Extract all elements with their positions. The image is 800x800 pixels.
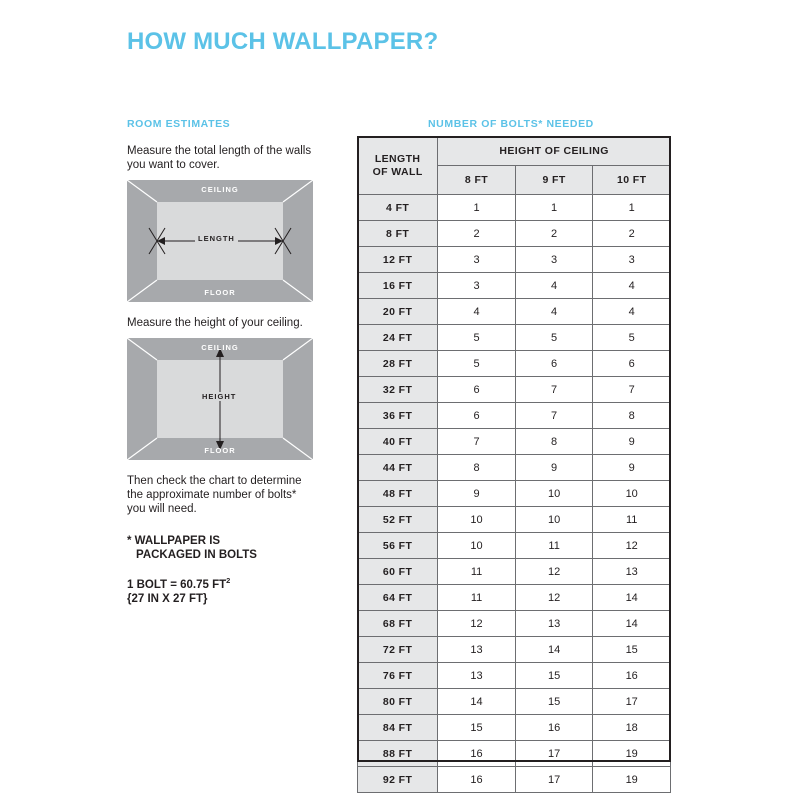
- table-row: [358, 559, 671, 585]
- bolt-size-note: [127, 574, 317, 606]
- header-10ft: 10 FT: [593, 166, 671, 195]
- cell-bolts: 15: [593, 637, 671, 663]
- cell-length: 80 FT: [358, 689, 438, 715]
- cell-length: 88 FT: [358, 741, 438, 767]
- cell-length: 56 FT: [358, 533, 438, 559]
- table-row: [358, 325, 671, 351]
- header-height-of-ceiling: HEIGHT OF CEILING: [438, 137, 671, 166]
- wallpaper-packaging-note: [127, 534, 317, 562]
- cell-bolts: 11: [438, 585, 516, 611]
- cell-bolts: 1: [438, 195, 516, 221]
- cell-bolts: 3: [438, 247, 516, 273]
- cell-bolts: 15: [438, 715, 516, 741]
- instruction-measure-height: Measure the height of your ceiling.: [127, 317, 303, 329]
- table-row: [358, 767, 671, 793]
- cell-bolts: 1: [593, 195, 671, 221]
- bolt-size-line1: 1 BOLT = 60.75 FT: [127, 578, 227, 591]
- floor-label-2: FLOOR: [204, 446, 236, 455]
- cell-bolts: 2: [515, 221, 593, 247]
- cell-bolts: 18: [593, 715, 671, 741]
- cell-bolts: 17: [515, 741, 593, 767]
- bolts-table-wrapper: [357, 136, 671, 793]
- table-row: [358, 403, 671, 429]
- table-row: [358, 507, 671, 533]
- header-length-of-wall: [358, 137, 438, 195]
- header-length-line2: OF WALL: [372, 165, 423, 178]
- table-row: [358, 299, 671, 325]
- cell-bolts: 10: [593, 481, 671, 507]
- cell-bolts: 5: [593, 325, 671, 351]
- cell-bolts: 9: [593, 455, 671, 481]
- cell-bolts: 4: [438, 299, 516, 325]
- packaging-note-line2: PACKAGED IN BOLTS: [136, 549, 257, 561]
- cell-length: 16 FT: [358, 273, 438, 299]
- cell-bolts: 5: [438, 325, 516, 351]
- header-length-line1: LENGTH: [374, 152, 421, 165]
- table-row: [358, 455, 671, 481]
- cell-bolts: 6: [438, 377, 516, 403]
- cell-bolts: 16: [593, 663, 671, 689]
- cell-length: 84 FT: [358, 715, 438, 741]
- cell-bolts: 13: [515, 611, 593, 637]
- cell-length: 20 FT: [358, 299, 438, 325]
- cell-bolts: 7: [515, 403, 593, 429]
- cell-bolts: 9: [593, 429, 671, 455]
- cell-bolts: 16: [438, 767, 516, 793]
- cell-bolts: 3: [515, 247, 593, 273]
- table-row: [358, 273, 671, 299]
- table-row: [358, 741, 671, 767]
- cell-bolts: 8: [438, 455, 516, 481]
- cell-bolts: 13: [438, 637, 516, 663]
- cell-bolts: 11: [515, 533, 593, 559]
- cell-bolts: 8: [515, 429, 593, 455]
- cell-bolts: 16: [515, 715, 593, 741]
- instruction-check-chart: Then check the chart to determine the approximate number of bolts* you will need.: [127, 475, 302, 515]
- table-row: [358, 689, 671, 715]
- table-row: [358, 429, 671, 455]
- table-header-row-1: [358, 137, 671, 166]
- cell-bolts: 4: [593, 273, 671, 299]
- bolts-table-head: [358, 137, 671, 195]
- cell-bolts: 7: [593, 377, 671, 403]
- cell-length: 4 FT: [358, 195, 438, 221]
- cell-bolts: 8: [593, 403, 671, 429]
- cell-bolts: 4: [593, 299, 671, 325]
- cell-length: 12 FT: [358, 247, 438, 273]
- table-row: [358, 611, 671, 637]
- cell-bolts: 7: [438, 429, 516, 455]
- floor-label: FLOOR: [204, 288, 236, 297]
- cell-length: 44 FT: [358, 455, 438, 481]
- cell-bolts: 9: [438, 481, 516, 507]
- cell-length: 72 FT: [358, 637, 438, 663]
- cell-bolts: 14: [515, 637, 593, 663]
- bolt-size-line2: {27 IN X 27 FT}: [127, 592, 208, 605]
- cell-bolts: 11: [438, 559, 516, 585]
- room-estimates-heading: ROOM ESTIMATES: [127, 118, 231, 130]
- cell-bolts: 4: [515, 273, 593, 299]
- cell-bolts: 13: [438, 663, 516, 689]
- bolts-table: [357, 136, 671, 793]
- cell-bolts: 10: [515, 481, 593, 507]
- cell-bolts: 12: [515, 585, 593, 611]
- bolt-size-superscript: 2: [226, 576, 231, 585]
- cell-length: 52 FT: [358, 507, 438, 533]
- cell-bolts: 10: [515, 507, 593, 533]
- cell-length: 28 FT: [358, 351, 438, 377]
- cell-bolts: 7: [515, 377, 593, 403]
- bolts-table-body: [358, 195, 671, 793]
- cell-length: 48 FT: [358, 481, 438, 507]
- cell-bolts: 17: [593, 689, 671, 715]
- cell-bolts: 10: [438, 533, 516, 559]
- cell-bolts: 19: [593, 767, 671, 793]
- cell-length: 76 FT: [358, 663, 438, 689]
- cell-bolts: 14: [438, 689, 516, 715]
- cell-length: 24 FT: [358, 325, 438, 351]
- cell-bolts: 19: [593, 741, 671, 767]
- cell-length: 64 FT: [358, 585, 438, 611]
- cell-length: 36 FT: [358, 403, 438, 429]
- cell-bolts: 17: [515, 767, 593, 793]
- cell-bolts: 9: [515, 455, 593, 481]
- left-column: [127, 144, 317, 606]
- table-row: [358, 481, 671, 507]
- cell-bolts: 14: [593, 611, 671, 637]
- cell-length: 68 FT: [358, 611, 438, 637]
- cell-bolts: 10: [438, 507, 516, 533]
- cell-length: 92 FT: [358, 767, 438, 793]
- cell-bolts: 3: [593, 247, 671, 273]
- cell-bolts: 6: [438, 403, 516, 429]
- ceiling-label-2: CEILING: [201, 343, 239, 352]
- table-row: [358, 351, 671, 377]
- length-dimension-label: LENGTH: [195, 234, 238, 243]
- cell-bolts: 1: [515, 195, 593, 221]
- room-height-diagram: [127, 338, 313, 460]
- table-row: [358, 221, 671, 247]
- table-row: [358, 533, 671, 559]
- cell-bolts: 15: [515, 663, 593, 689]
- cell-bolts: 2: [438, 221, 516, 247]
- cell-bolts: 4: [515, 299, 593, 325]
- cell-bolts: 2: [593, 221, 671, 247]
- header-9ft: 9 FT: [515, 166, 593, 195]
- cell-bolts: 12: [593, 533, 671, 559]
- table-row: [358, 715, 671, 741]
- table-row: [358, 585, 671, 611]
- cell-length: 60 FT: [358, 559, 438, 585]
- page-title: HOW MUCH WALLPAPER?: [127, 28, 439, 55]
- instruction-measure-length: Measure the total length of the walls you want to cover.: [127, 145, 312, 171]
- cell-length: 8 FT: [358, 221, 438, 247]
- room-length-diagram: [127, 180, 313, 302]
- table-row: [358, 663, 671, 689]
- ceiling-label: CEILING: [201, 185, 239, 194]
- cell-bolts: 16: [438, 741, 516, 767]
- cell-bolts: 3: [438, 273, 516, 299]
- cell-bolts: 15: [515, 689, 593, 715]
- cell-bolts: 13: [593, 559, 671, 585]
- table-row: [358, 637, 671, 663]
- cell-bolts: 14: [593, 585, 671, 611]
- packaging-note-line1: * WALLPAPER IS: [127, 535, 221, 547]
- cell-bolts: 11: [593, 507, 671, 533]
- header-8ft: 8 FT: [438, 166, 516, 195]
- table-row: [358, 247, 671, 273]
- cell-length: 40 FT: [358, 429, 438, 455]
- cell-bolts: 12: [438, 611, 516, 637]
- cell-bolts: 6: [515, 351, 593, 377]
- cell-length: 32 FT: [358, 377, 438, 403]
- bolts-table-heading: NUMBER OF BOLTS* NEEDED: [428, 118, 594, 130]
- table-row: [358, 377, 671, 403]
- height-dimension-label: HEIGHT: [199, 392, 239, 401]
- table-row: [358, 195, 671, 221]
- cell-bolts: 12: [515, 559, 593, 585]
- cell-bolts: 5: [438, 351, 516, 377]
- cell-bolts: 5: [515, 325, 593, 351]
- cell-bolts: 6: [593, 351, 671, 377]
